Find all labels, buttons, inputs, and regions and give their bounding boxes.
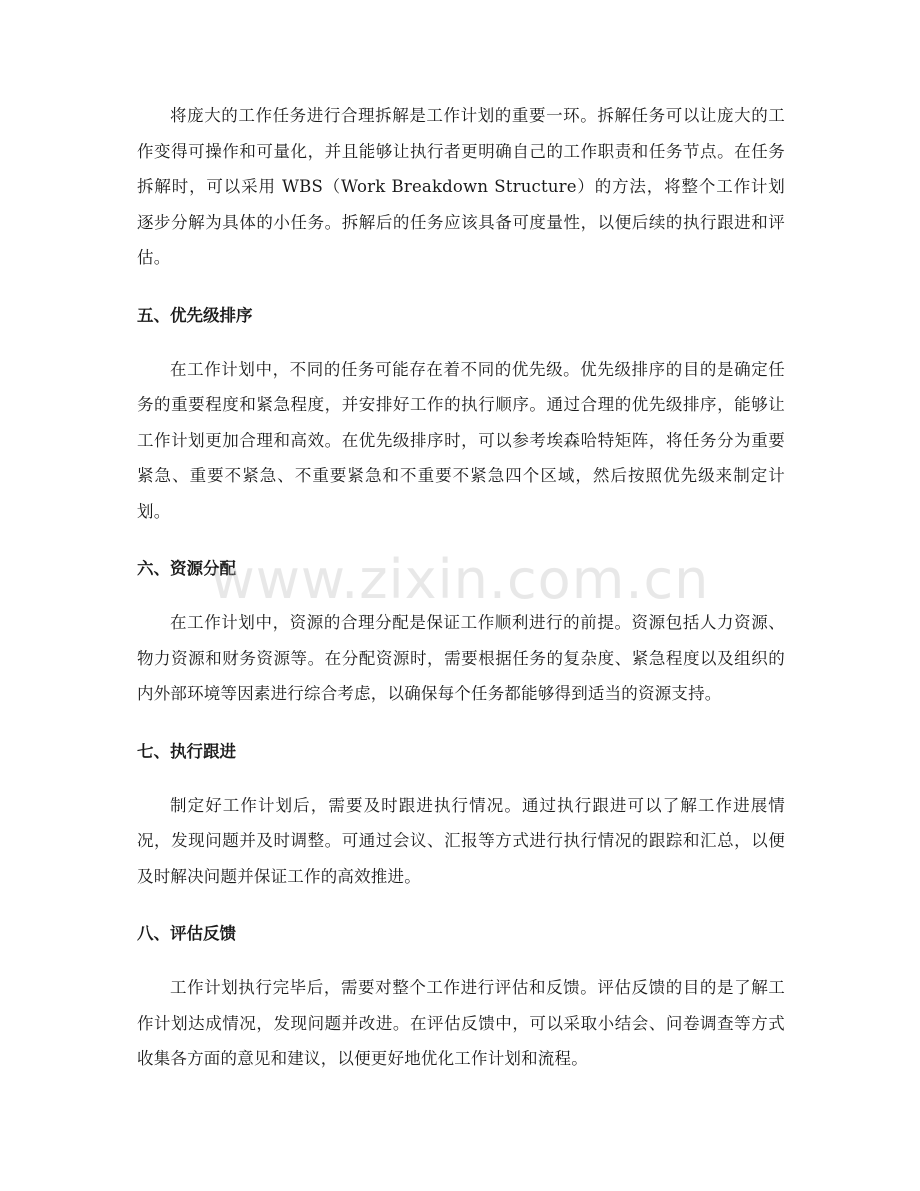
section-paragraph-priority: 在工作计划中，不同的任务可能存在着不同的优先级。优先级排序的目的是确定任务的重要程度和紧急程度，并安排好工作的执行顺序。通过合理的优先级排序，能够让工作计划更加合理和高效。在优先级排序时，可以参考埃森哈特矩阵，将任务分为重要紧急、重要不紧急、不重要紧急和不重要不紧急四个区域，然后按照优先级来制定计划。 <box>137 359 785 521</box>
section-heading-priority: 五、优先级排序 <box>137 305 253 325</box>
document-body <box>137 98 785 1077</box>
section-heading-evaluation: 八、评估反馈 <box>137 924 236 943</box>
section-paragraph-evaluation: 工作计划执行完毕后，需要对整个工作进行评估和反馈。评估反馈的目的是了解工作计划达成情况，发现问题并改进。在评估反馈中，可以采取小结会、问卷调查等方式收集各方面的意见和建议，以便更好地优化工作计划和流程。 <box>137 978 785 1068</box>
section-heading-follow-up: 七、执行跟进 <box>137 741 236 761</box>
section-heading-resources: 六、资源分配 <box>137 559 236 578</box>
watermark: www.zixin.com.cn <box>210 548 710 611</box>
section-paragraph-follow-up: 制定好工作计划后，需要及时跟进执行情况。通过执行跟进可以了解工作进展情况，发现问题并及时调整。可通过会议、汇报等方式进行执行情况的跟踪和汇总，以便及时解决问题并保证工作的高效推进。 <box>137 795 785 886</box>
intro-paragraph: 将庞大的工作任务进行合理拆解是工作计划的重要一环。拆解任务可以让庞大的工作变得可操作和可量化，并且能够让执行者更明确自己的工作职责和任务节点。在任务拆解时，可以采用 WBS（Work Breakdown Structure）的方法，将整个工作计划逐步分解为具体的小任务。拆解后的任务应该具备可度量性，以便后续的执行跟进和评估。 <box>137 106 785 267</box>
section-paragraph-resources: 在工作计划中，资源的合理分配是保证工作顺利进行的前提。资源包括人力资源、物力资源和财务资源等。在分配资源时，需要根据任务的复杂度、紧急程度以及组织的内外部环境等因素进行综合考虑，以确保每个任务都能够得到适当的资源支持。 <box>137 613 785 703</box>
